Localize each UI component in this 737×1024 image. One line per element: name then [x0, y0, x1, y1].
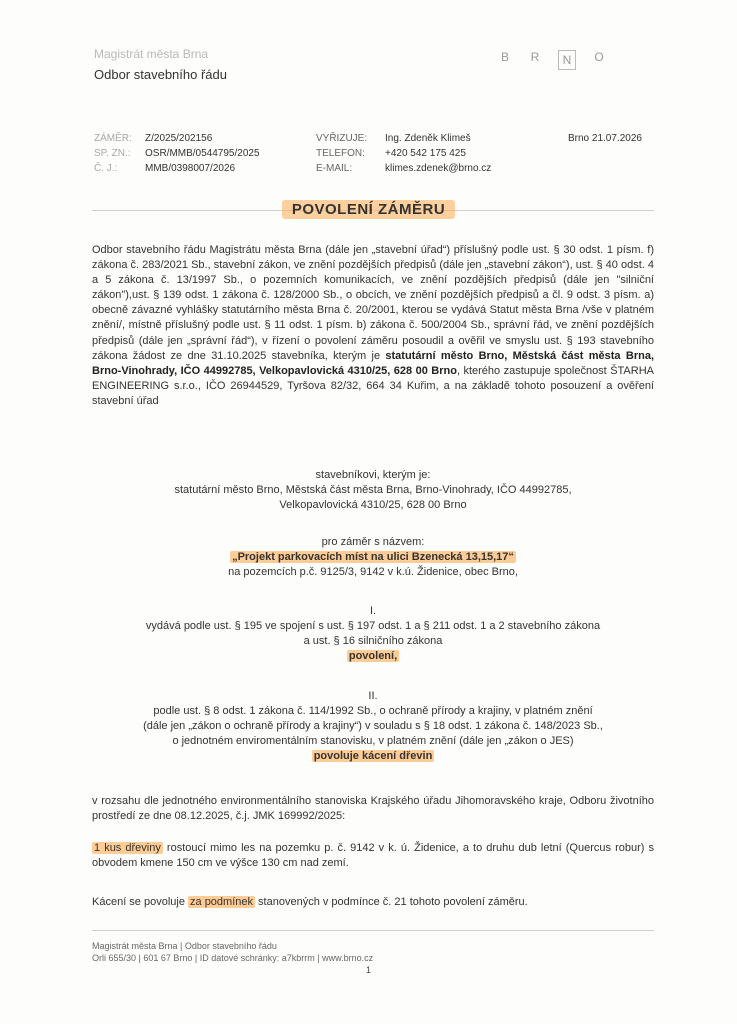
section-one-number: I. [369, 605, 377, 617]
tree-description: rostoucí mimo les na pozemku p. č. 9142 v k. ú. Židenice, a to druhu dub letní (Quercus robur) s obvodem kmene 150 cm ve výšce 130 cm nad zemí. [92, 842, 654, 870]
section-one [92, 604, 654, 664]
tree-count-highlight: 1 kus dřeviny [94, 842, 161, 854]
logo-letter-r: R [530, 50, 540, 64]
document-title: POVOLENÍ ZÁMĚRU [282, 200, 455, 219]
cj-value: MMB/0398007/2026 [145, 163, 236, 174]
condition-before: Kácení se povoluje [92, 896, 189, 908]
intro-text-end: , kterého zastupuje společnost ŠTARHA ENGINEERING s.r.o., IČO 26944529, Tyršova 82/32, 664 34 Kuřim, a na základě tohoto posouzení a ověření stavební úřad [92, 364, 654, 407]
section-two [92, 689, 654, 764]
builder-line1: statutární město Brno, Městská část města Brna, Brno-Vinohrady, IČO 44992785, [174, 484, 572, 496]
spzn-value: OSR/MMB/0544795/2025 [145, 148, 260, 159]
office-name: Magistrát města Brna [94, 47, 209, 61]
project-intro: pro záměr s názvem: [321, 536, 425, 548]
section-two-line3: o jednotném enviromentálním stanovisku, v platném znění (dále jen „zákon o JES) [172, 735, 574, 747]
logo-letter-n: N [558, 50, 576, 70]
section-one-line2: a ust. § 16 silničního zákona [303, 635, 443, 647]
contact-labels [316, 131, 367, 176]
project-block [92, 535, 654, 580]
footer-rule [92, 930, 654, 931]
footer-line2: Orli 655/30 | 601 67 Brno | ID datové schránky: a7kbrrm | www.brno.cz [92, 953, 374, 963]
logo-letter-o: O [594, 50, 604, 64]
brno-logo [498, 50, 606, 70]
section-two-line2: (dále jen „zákon o ochraně přírody a krajiny“) v souladu s § 18 odst. 1 zákona č. 148/2023 Sb., [143, 720, 603, 732]
builder-line2: Velkopavlovická 4310/25, 628 00 Brno [279, 499, 467, 511]
project-location: na pozemcích p.č. 9125/3, 9142 v k.ú. Židenice, obec Brno, [228, 566, 518, 578]
intro-builder-bold: statutární město Brno, Městská část města Brna, Brno-Vinohrady, IČO 44992785, Velkopavlovická 4310/25, 628 00 Brno [92, 349, 654, 377]
section-one-line1: vydává podle ust. § 195 ve spojení s ust. § 197 odst. 1 a § 211 odst. 1 a 2 stavebního zákona [145, 620, 601, 632]
vyrizuje-value: Ing. Zdeněk Klimeš [385, 133, 471, 144]
document-title-wrap [0, 200, 737, 219]
spzn-label: SP. ZN.: [94, 148, 131, 159]
intro-text: Odbor stavebního řádu Magistrátu města Brna (dále jen „stavební úřad“) příslušný podle ust. § 30 odst. 1 písm. f) zákona č. 283/2021 Sb., stavební zákon, ve znění pozdějších předpisů (dále jen „stavební zákon“), ust. § 40 odst. 4 a 5 zákona č. 13/1997 Sb., o pozemních komunikacích, ve znění pozdějších předpisů (dále jen "silniční zákon"),ust. § 139 odst. 1 zákona č. 128/2000 Sb., o obcích, ve znění pozdějších předpisů a čl. 9 odst. 3 písm. a) obecně závazné vyhlášky statutárního města Brna č. 20/2001, kterou se vydává Statut města Brna /vše v platném znění/, místně příslušný podle ust. § 11 odst. 1 písm. b) zákona č. 500/2004 Sb., správní řád, ve znění pozdějších předpisů (dále jen „správní řád“), v řízení o povolení záměru posoudil a ověřil ve smyslu ust. § 193 stavebního zákona žádost ze dne 31.10.2025 stavebníka, kterým je [92, 244, 654, 362]
reference-values [145, 131, 260, 176]
contact-values [385, 131, 491, 176]
cj-label: Č. J.: [94, 163, 118, 174]
telefon-label: TELEFON: [316, 148, 365, 159]
reference-labels [94, 131, 132, 176]
condition-paragraph [92, 895, 654, 910]
section-two-number: II. [368, 690, 378, 702]
builder-block [92, 468, 654, 513]
intro-paragraph [92, 243, 654, 409]
department-name: Odbor stavebního řádu [94, 67, 227, 82]
place-date [568, 131, 642, 146]
section-one-decision: povolení, [348, 650, 398, 662]
page-number: 1 [365, 965, 371, 975]
condition-highlight: za podmínek [190, 896, 253, 908]
zamer-value: Z/2025/202156 [145, 133, 213, 144]
place-date-text: Brno 21.07.2026 [568, 133, 642, 144]
section-two-line1: podle ust. § 8 odst. 1 zákona č. 114/1992 Sb., o ochraně přírody a krajiny, v platném znění [153, 705, 593, 717]
vyrizuje-label: VYŘIZUJE: [316, 133, 368, 144]
builder-intro: stavebníkovi, kterým je: [315, 469, 431, 481]
tree-paragraph [92, 841, 654, 871]
project-name: „Projekt parkovacích míst na ulici Bzenecká 13,15,17“ [232, 551, 514, 563]
footer [92, 940, 373, 964]
scope-paragraph: v rozsahu dle jednotného environmentálního stanoviska Krajského úřadu Jihomoravského kraje, Odboru životního prostředí ze dne 08.12.2025, č.j. JMK 169992/2025: [92, 795, 654, 823]
email-label: E-MAIL: [316, 163, 353, 174]
zamer-label: ZÁMĚR: [94, 133, 132, 144]
section-two-decision: povoluje kácení dřevin [313, 750, 433, 762]
email-value: klimes.zdenek@brno.cz [385, 163, 492, 174]
condition-after: stanovených v podmínce č. 21 tohoto povolení záměru. [255, 896, 528, 908]
telefon-value: +420 542 175 425 [385, 148, 466, 159]
logo-letter-b: B [500, 50, 509, 64]
footer-line1: Magistrát města Brna | Odbor stavebního řádu [92, 941, 277, 951]
